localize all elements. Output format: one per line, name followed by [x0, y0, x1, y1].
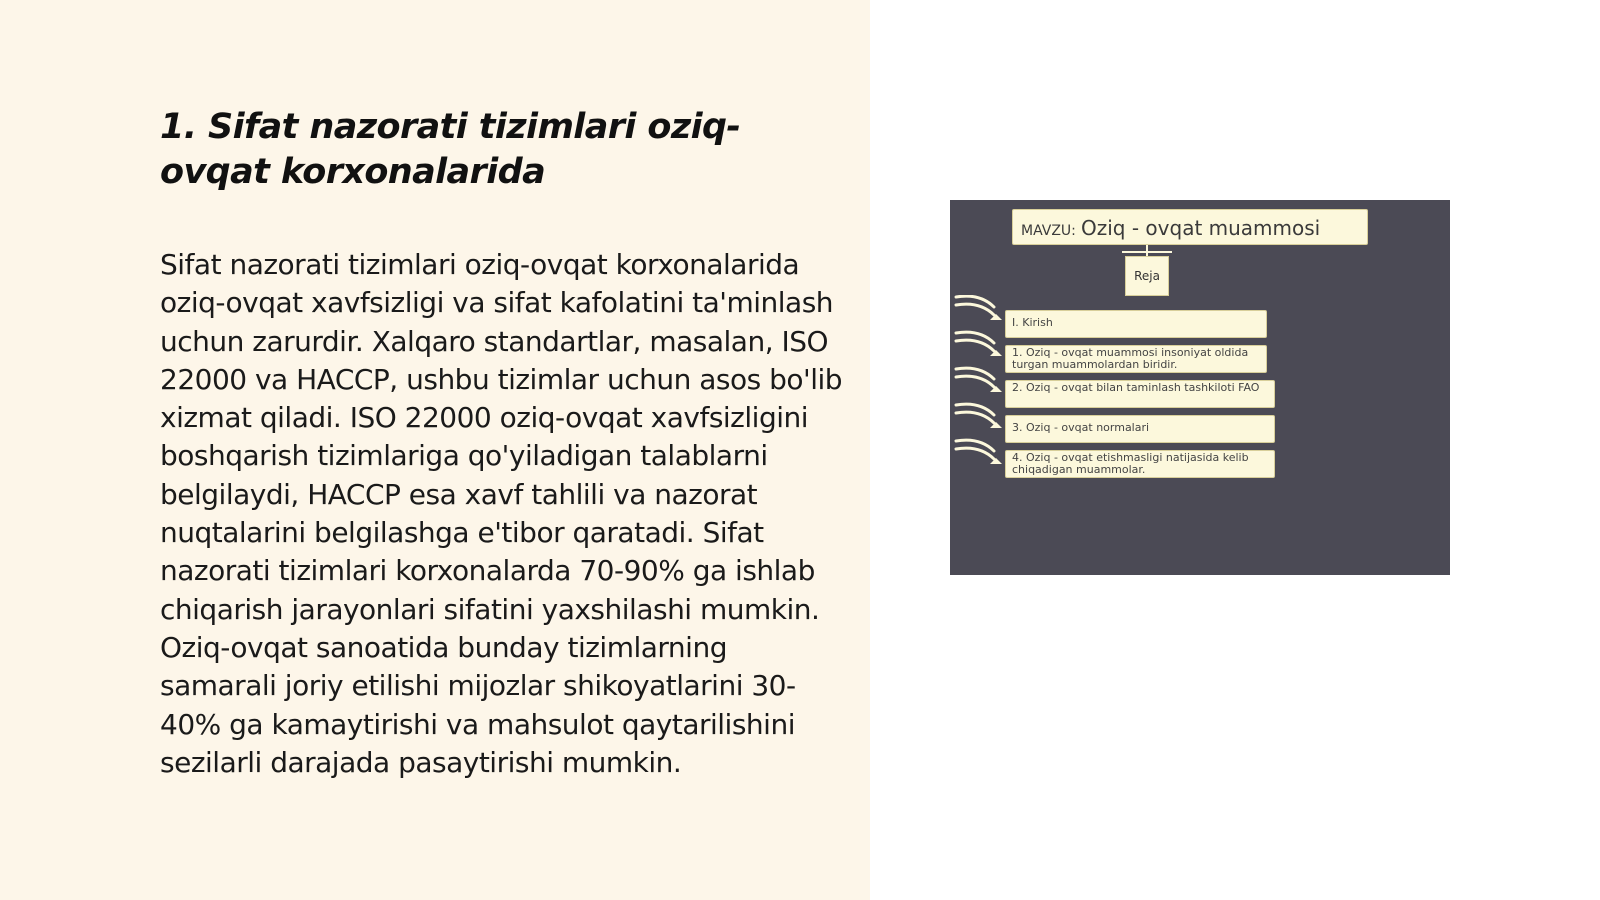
plan-item-intro: I. Kirish — [1005, 310, 1267, 338]
topic-prefix: MAVZU: — [1021, 223, 1076, 239]
plan-box: Reja — [1125, 256, 1169, 296]
slide-image — [950, 200, 1450, 575]
slide-body-text: Sifat nazorati tizimlari oziq-ovqat korxonalarida oziq-ovqat xavfsizligi va sifat kafolatini ta'minlash uchun zarurdir. Xalqaro standartlar, masalan, ISO 22000 va HACCP, ushbu tizimlar uchun asos bo'lib xizmat qiladi. ISO 22000 oziq-ovqat xavfsizligini boshqarish tizimlariga qo'yiladigan talablarni belgilaydi, HACCP esa xavf tahlili va nazorat nuqtalarini belgilashga e'tibor qaratadi. Sifat nazorati tizimlari korxonalarda 70-90% ga ishlab chiqarish jarayonlari sifatini yaxshilashi mumkin. Oziq-ovqat sanoatida bunday tizimlarning samarali joriy etilishi mijozlar shikoyatlarini 30-40% ga kamaytirishi va mahsulot qaytarilishini sezilarli darajada pasaytirishi mumkin. — [160, 248, 843, 779]
plan-item-4: 4. Oziq - ovqat etishmasligi natijasida kelib chiqadigan muammolar. — [1005, 450, 1275, 478]
slide-title: 1. Sifat nazorati tizimlari oziq-ovqat korxonalarida — [160, 107, 741, 192]
curved-arrows-icon — [950, 295, 1010, 475]
topic-title: Oziq - ovqat muammosi — [1081, 216, 1321, 240]
plan-item-1: 1. Oziq - ovqat muammosi insoniyat oldida turgan muammolardan biridir. — [1005, 345, 1267, 373]
plan-item-3: 3. Oziq - ovqat normalari — [1005, 415, 1275, 443]
plan-item-2: 2. Oziq - ovqat bilan taminlash tashkiloti FAO — [1005, 380, 1275, 408]
